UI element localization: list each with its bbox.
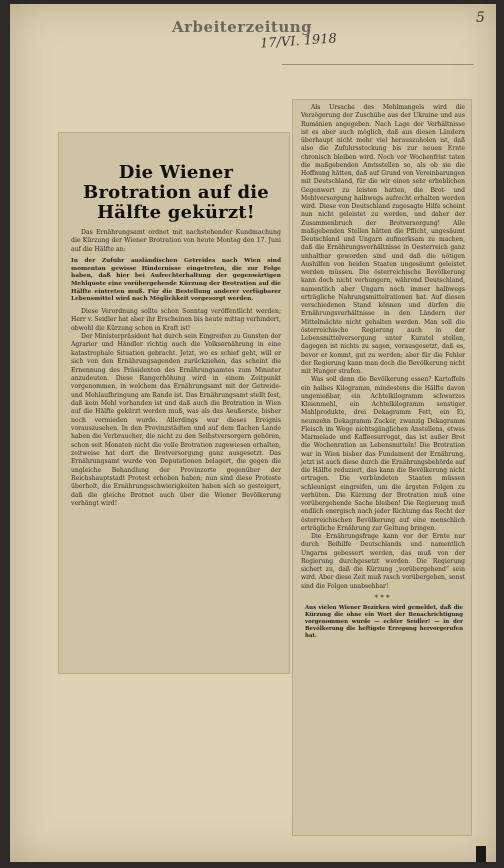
- section-separator: * * *: [374, 593, 390, 602]
- article-lead: Das Ernährungsamt ordnet mit nachstehender Kundmachung die Kürzung der Wiener Brotration von heute Montag den 17. Juni auf die Hälfte an:: [71, 229, 281, 253]
- announcement-text: In der Zufuhr ausländischen Getreides nach Wien sind momentan gewisse Hindernisse eingetreten, die zur Folge haben, daß hier bei Aufrechterhaltung der gegenwärtigen Mehlquote eine vorübergehende Kürzung der Brotration auf die Hälfte eintreten muß. Für die Bestellung anderer verfügbarer Lebensmittel wird nach Möglichkeit vorgesorgt werden.: [71, 257, 281, 303]
- archive-sheet: [10, 4, 496, 862]
- article-paragraph: Was soll denn die Bevölkerung essen? Kartoffeln ein halbes Kilogramm, mindestens die Hälfte davon ungenießbar, ein Achtelkilogramm schwarzes Kleienmehl, ein Achtelkilogramm sonstiger Mahlprodukte, drei Dekagramm Fett, ein Ei, neunzehn Dekagramm Zucker, zwanzig Dekagramm Fleisch im Wege nichtsgänglichen Anstellens, etwas Marmelade und Kaffeesurrogat, das ist außer Brot die Wochenration an Lebensmitteln! Die Brotration war in Wien bisher das Fundament der Ernährung, jetzt ist auch diese durch die Ernährungsbehörde auf die Hälfte reduziert, das kann die Bevölkerung nicht ertragen. Die verbündeten Staaten müssen schleunigst eingreifen, um die ärgsten Folgen zu verhüten. Die Kürzung der Brotration muß eine vorübergehende Sache bleiben! Die Regierung muß endlich energisch nach jeder Richtung das Recht der österreichischen Bevölkerung auf eine menschlich erträgliche Ernährung zur Geltung bringen.: [301, 376, 466, 532]
- closing-note: Aus vielen Wiener Bezirken wird gemeldet, daß die Kürzung die ohne ein Wort der Benachrichtigung vorgenommen wurde — echter Seidler! — in der Bevölkerung die heftigste Erregung hervorgerufen hat.: [305, 604, 463, 639]
- page-number: 5: [476, 10, 485, 26]
- article-paragraph: Diese Verordnung sollte schon Sonntag veröffentlicht werden; Herr v. Seidler hat aber ihr Erscheinen bis heute mittag verhindert, obwohl die Kürzung schon in Kraft ist!: [71, 308, 281, 332]
- article-paragraph: Die Ernährungsfrage kann vor der Ernte nur durch Beihilfe Deutschlands und namentlich Ungarns gebessert werden, das muß von der Regierung durchgesetzt werden. Die Regierung sichert zu, daß die Kürzung „vorübergehend“ sein wird. Aber diese Zeit muß rasch vorübergehen, sonst sind die Folgen unabsehbar!: [301, 533, 465, 590]
- handwritten-date: 17/VI. 1918: [259, 31, 338, 52]
- newspaper-masthead: Arbeiterzeitung: [172, 18, 313, 36]
- scan-edge-mark: [476, 846, 486, 862]
- article-paragraph: Der Ministerpräsident hat durch sein Eingreifen zu Gunsten der Agrarier und Händler richtig auch die Volksernährung in eine katastrophale Situation gebracht. Jetzt, wo es schief geht, will er sich von den Ernährungsagenden zurückziehen, das scheint die Ernennung des Präsidenten des Ernährungsamtes zum Minister anzudeuten. Diese Rangerhöhung wird in einem Zeitpunkt vorgenommen, in welchem das Ernährungsamt mit der Getreide- und Mehlaufbringung am Rande ist. Das Ernährungsamt stellt fest, daß kein Mehl vorhanden ist und daß auch die Brotration in Wien auf die Hälfte gekürzt werden muß, was als das Aeußerste, bisher noch vermieden wurde. Allerdings war dieses Ereignis vorauszusehen. In den Provinzstädten und auf dem flachen Lande haben die Verbraucher, die nicht zu den Selbstversorgern gehören, schon seit Monaten nicht die volle Brotration zugewiesen erhalten, zeitweise hat dort die Brotversorgung ganz ausgesetzt. Das Ernährungsamt wurde von Deputationen belagert, die gegen die ungleiche Behandlung der Provinzorte gegenüber der Reichshauptstadt Protest erhoben haben; nun sind diese Proteste überholt, die Ernährungsschwierigkeiten haben sich so gesteigert, daß die gleiche Brotnot auch über die Wiener Bevölkerung verhängt wird!: [71, 333, 281, 508]
- article-headline: Die Wiener Brotration auf die Hälfte gekürzt!: [83, 162, 269, 223]
- article-paragraph: Als Ursache des Mehlmangels wird die Verzögerung der Zuschübe aus der Ukraine und aus Rumänien angegeben. Nach Lage der Verhältnisse ist es aber auch möglich, daß aus diesen Ländern überhaupt nicht mehr viel herauszuholen ist, daß also die Zufuhrsstockung bis zur neuen Ernte chronisch bleiben wird. Noch vor Wochenfrist taten die maßgebenden Amtsstellen so, als ob sie die Hoffnung hätten, daß auf Grund von Vereinbarungen mit Deutschland, für die wir einen sehr erheblichen Gegenwert zu leisten hatten, die Brot- und Mehlversorgung halbwegs aufrecht erhalten werden wird. Diese von Deutschland zugesagte Hilfe scheint nun nicht geleistet zu werden, und daher der Zusammenbruch der Brotversorgung! Alle maßgebenden Stellen hätten die Pflicht, ungesäumt Deutschland und Ungarn aufmerksam zu machen, daß die Ernährungsverhältnisse in Oesterreich ganz unhaltbar geworden sind und daß die nötigen Aushilfen von beiden Staaten ungesäumt geleistet werden müssen. Die österreichische Bevölkerung kann doch nicht verhungern, während Deutschland, namentlich aber Ungarn noch immer halbwegs erträgliche Nahrungsmittelrationen hat. Auf diesen verschiedenen Stand können und dürfen die Ernährungsverhältnisse in den Ländern der Mittelmächte nicht gehalten werden. Man soll die österreichische Regierung auch in der Lebensmittelversorgung unter Kuratel stellen, dagegen ist nichts zu sagen, vorausgesetzt, daß es, bevor er kommt, gut zu werden; aber für die Fehler der Regierung kann man doch die Bevölkerung nicht mit Hunger strafen.: [301, 104, 465, 375]
- article-right-column: [292, 99, 472, 836]
- article-left-column: [58, 132, 290, 674]
- pencil-line: [282, 64, 474, 65]
